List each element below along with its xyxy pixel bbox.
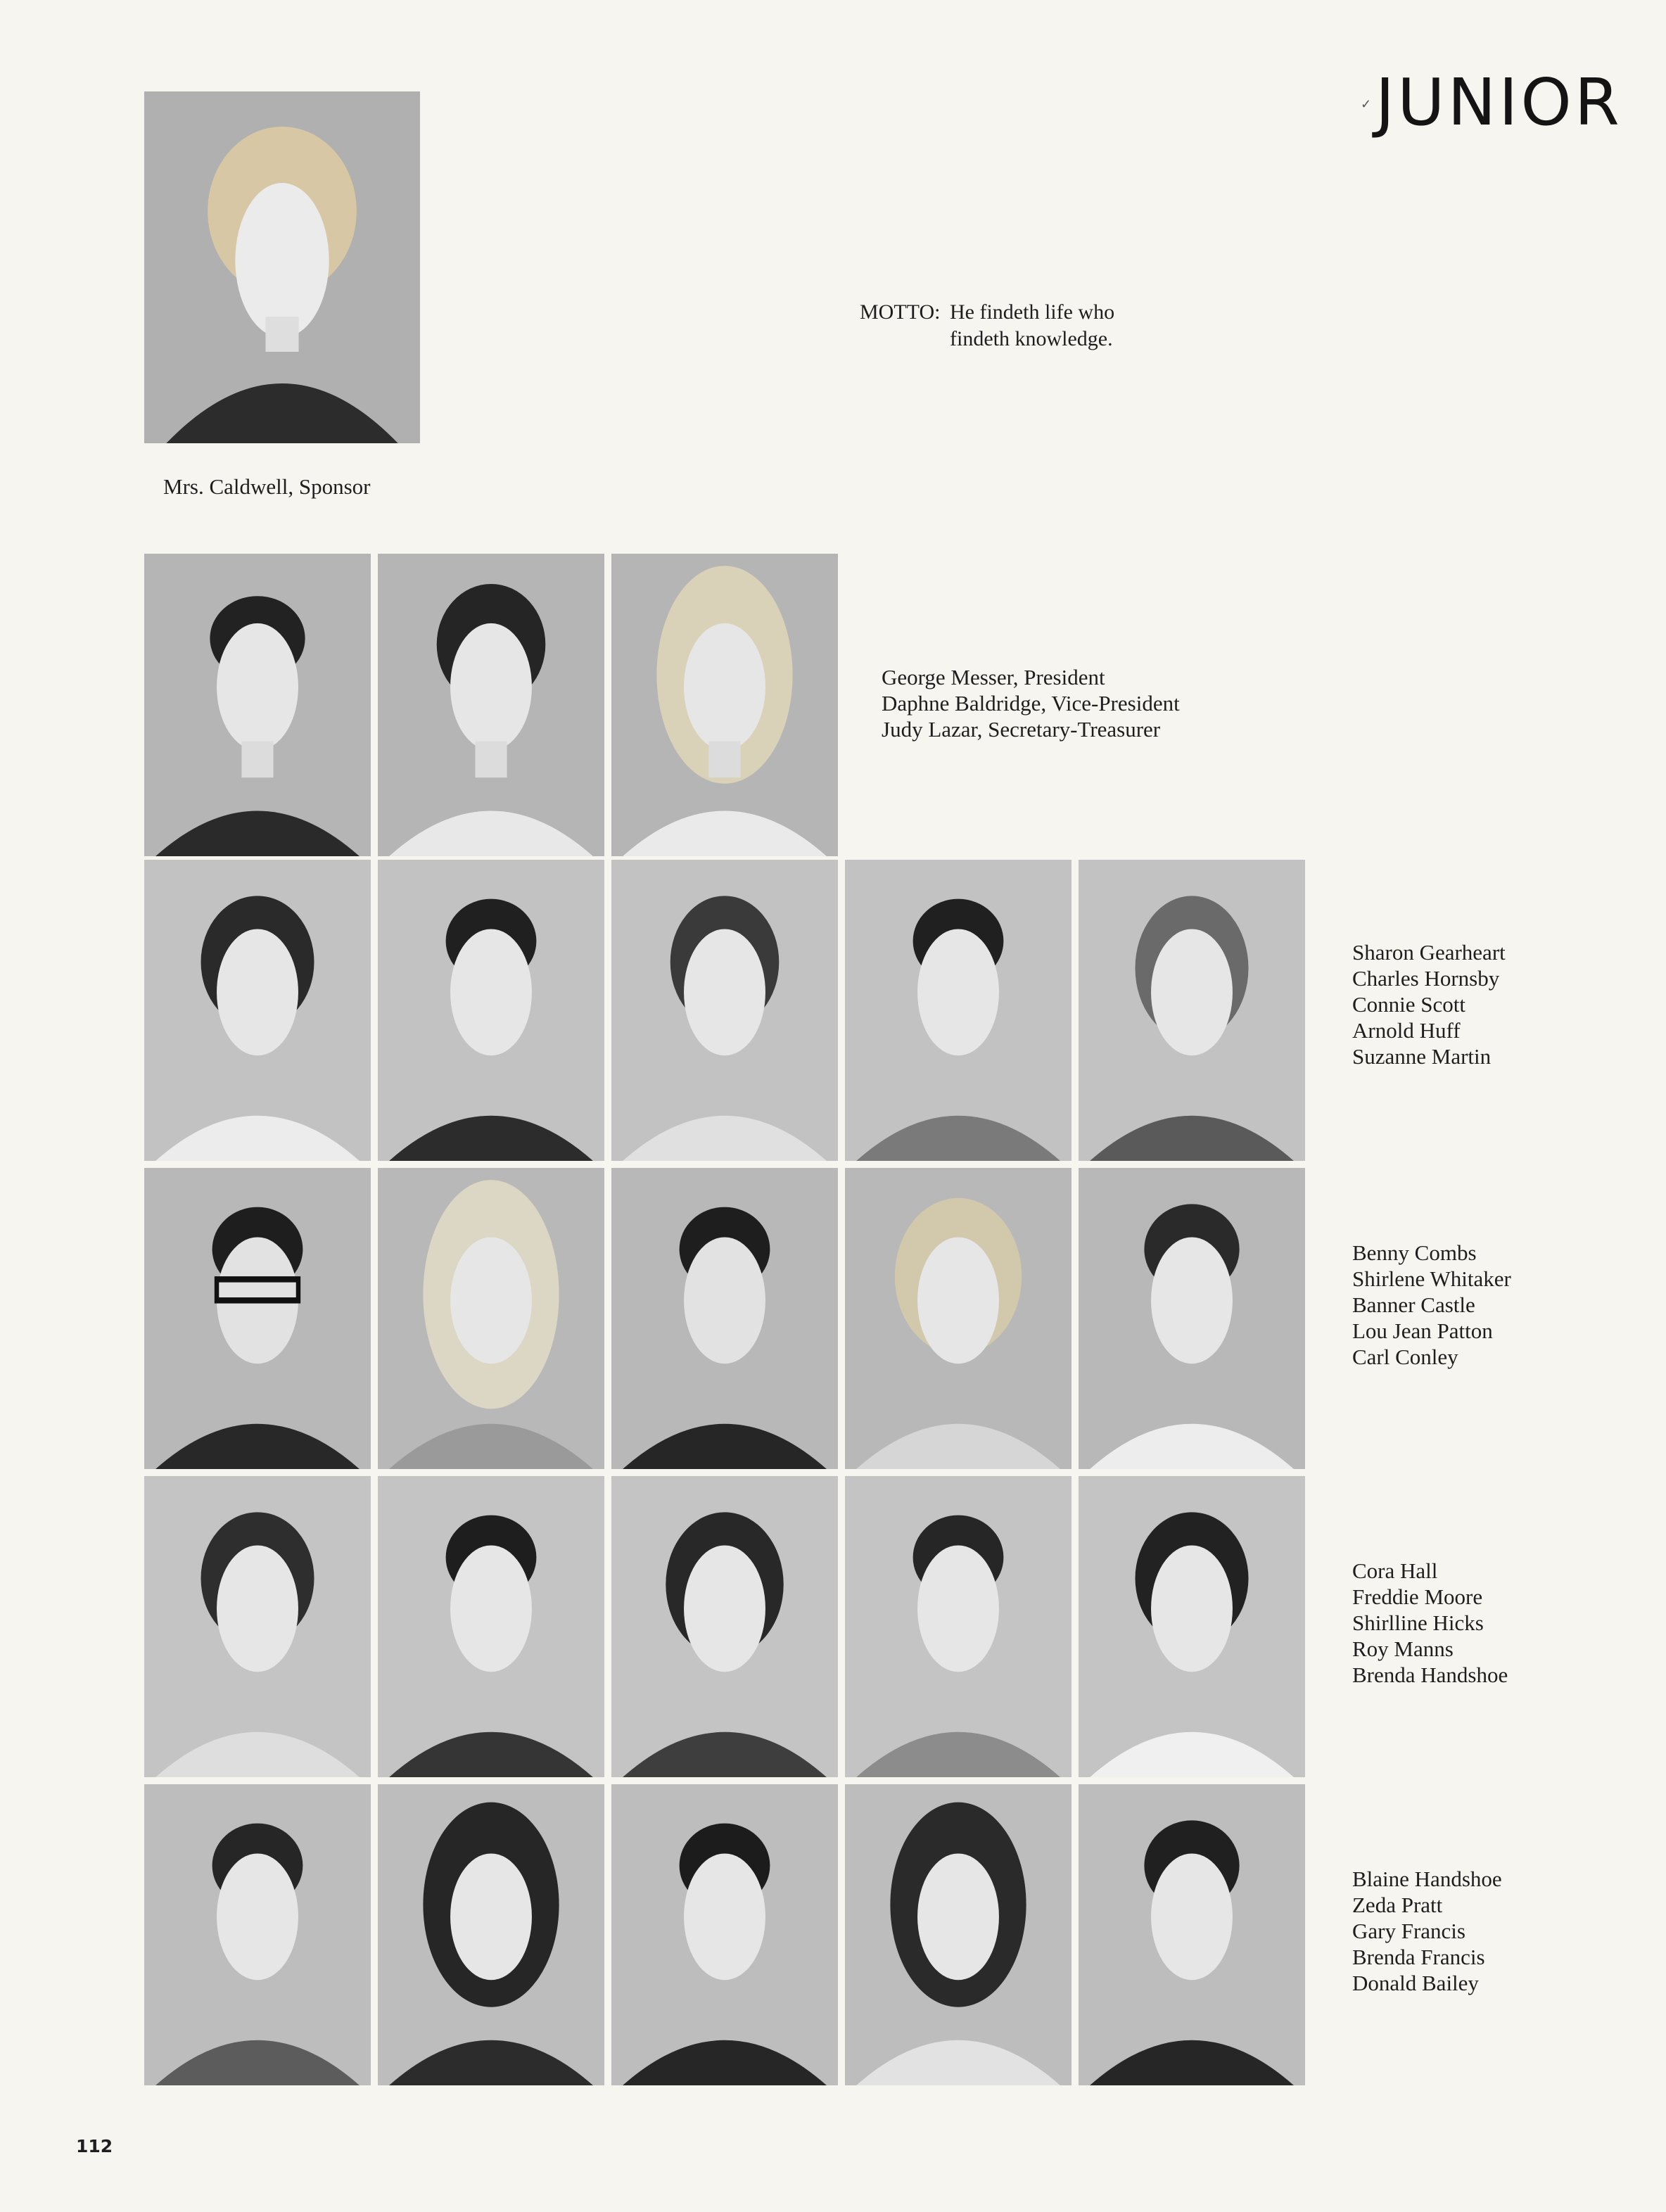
portrait-photo-student — [611, 1784, 838, 2085]
student-name: Gary Francis — [1352, 1919, 1465, 1943]
portrait-photo-student — [378, 1476, 604, 1777]
officers-caption — [882, 664, 1180, 742]
motto — [860, 299, 1114, 352]
row-3-caption — [1352, 1558, 1508, 1688]
student-name: Sharon Gearheart — [1352, 940, 1506, 965]
officer-vice-president: Daphne Baldridge, Vice-President — [882, 691, 1180, 716]
portrait-photo-officer — [611, 554, 838, 856]
student-name: Freddie Moore — [1352, 1584, 1483, 1609]
student-name: Carl Conley — [1352, 1345, 1458, 1369]
student-name: Shirlline Hicks — [1352, 1610, 1484, 1635]
officer-president: George Messer, President — [882, 665, 1105, 689]
student-name: Cora Hall — [1352, 1558, 1438, 1583]
portrait-photo-student — [611, 860, 838, 1161]
student-name: Banner Castle — [1352, 1292, 1475, 1317]
portrait-photo-student — [1079, 860, 1305, 1161]
portrait-photo-student — [845, 1476, 1072, 1777]
student-name: Arnold Huff — [1352, 1018, 1461, 1043]
student-name: Shirlene Whitaker — [1352, 1266, 1511, 1291]
row-4-caption — [1352, 1866, 1502, 1996]
student-name: Benny Combs — [1352, 1240, 1477, 1265]
student-name: Donald Bailey — [1352, 1971, 1479, 1995]
motto-line-1: He findeth life who — [950, 300, 1115, 324]
portrait-photo-student — [1079, 1476, 1305, 1777]
portrait-photo-student — [1079, 1784, 1305, 2085]
row-2-caption — [1352, 1240, 1511, 1370]
student-name: Roy Manns — [1352, 1636, 1454, 1661]
row-1-caption — [1352, 939, 1506, 1069]
motto-line-2: findeth knowledge. — [950, 327, 1113, 350]
portrait-photo-student — [611, 1168, 838, 1469]
student-name: Brenda Francis — [1352, 1945, 1485, 1969]
title-mark-glyph: ✓ — [1361, 97, 1372, 111]
page-number: 112 — [76, 2136, 113, 2156]
portrait-photo-student — [378, 1168, 604, 1469]
portrait-photo-student — [144, 1476, 371, 1777]
student-name: Brenda Handshoe — [1352, 1663, 1508, 1687]
portrait-photo-student — [144, 1784, 371, 2085]
portrait-photo-student — [144, 860, 371, 1161]
portrait-photo-student — [845, 860, 1072, 1161]
student-name: Lou Jean Patton — [1352, 1318, 1493, 1343]
motto-text — [950, 299, 1114, 352]
portrait-photo-student — [611, 1476, 838, 1777]
student-name: Suzanne Martin — [1352, 1044, 1492, 1069]
portrait-photo-student — [378, 1784, 604, 2085]
portrait-photo-student — [845, 1168, 1072, 1469]
portrait-photo-student — [1079, 1168, 1305, 1469]
portrait-photo-officer — [378, 554, 604, 856]
officer-secretary-treasurer: Judy Lazar, Secretary-Treasurer — [882, 717, 1161, 742]
sponsor-caption: Mrs. Caldwell, Sponsor — [163, 474, 371, 499]
student-name: Blaine Handshoe — [1352, 1867, 1502, 1891]
student-name: Zeda Pratt — [1352, 1893, 1443, 1917]
portrait-photo-officer — [144, 554, 371, 856]
student-name: Charles Hornsby — [1352, 966, 1500, 991]
portrait-photo-student — [144, 1168, 371, 1469]
portrait-photo-student — [378, 860, 604, 1161]
portrait-photo-student — [845, 1784, 1072, 2085]
portrait-photo-sponsor — [144, 91, 420, 443]
student-name: Connie Scott — [1352, 992, 1466, 1017]
page-title: JUNIOR — [1375, 65, 1622, 140]
motto-label: MOTTO: — [860, 300, 941, 324]
